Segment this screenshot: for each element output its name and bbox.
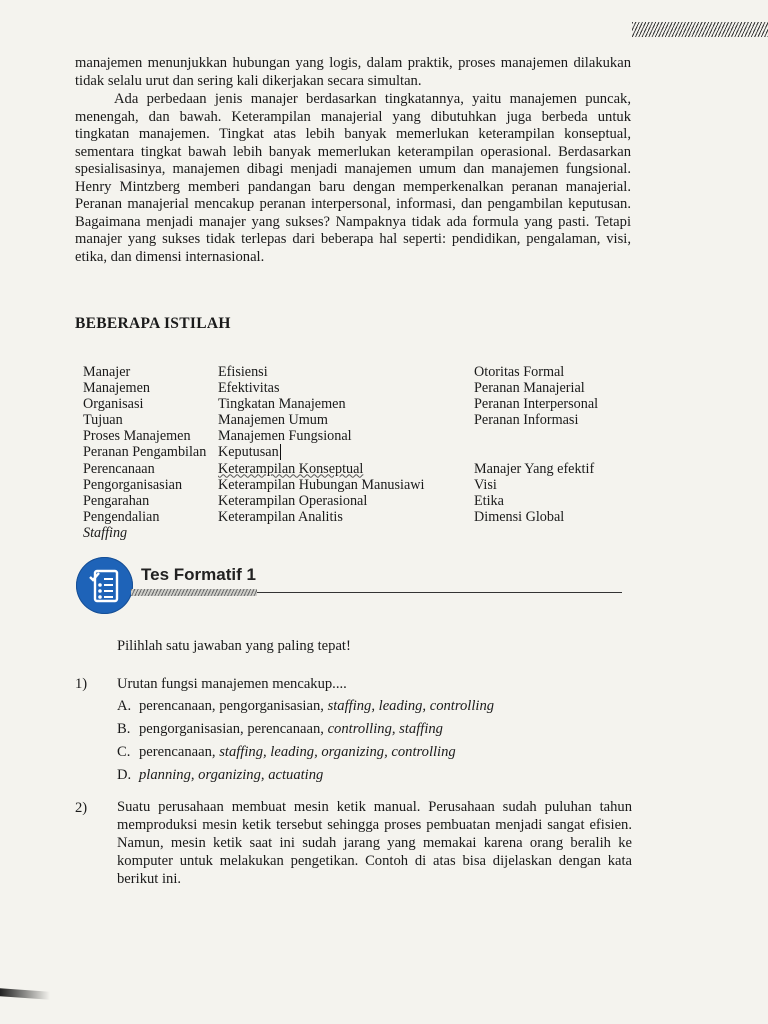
option-label: A. bbox=[117, 698, 132, 714]
term-item: Pengarahan bbox=[83, 492, 150, 509]
term-item: Efisiensi bbox=[218, 364, 268, 380]
term-item: Staffing bbox=[83, 524, 128, 541]
option-1a[interactable] bbox=[117, 698, 494, 715]
scan-edge-shadow bbox=[0, 988, 50, 999]
term-item: Tujuan bbox=[83, 412, 123, 429]
term-item: Keterampilan Hubungan Manusiawi bbox=[218, 476, 425, 493]
term-item: Pengendalian bbox=[83, 508, 160, 525]
option-text-italic: staffing, leading, organizing, controlling bbox=[219, 744, 456, 760]
option-1c[interactable] bbox=[117, 744, 456, 761]
term-item: Efektivitas bbox=[218, 380, 280, 397]
question-1-number: 1) bbox=[75, 676, 88, 692]
term-item: Manajemen Umum bbox=[218, 412, 328, 429]
terms-column-3 bbox=[474, 364, 598, 525]
option-text: perencanaan, pengorganisasian, bbox=[139, 698, 328, 714]
term-item: Manajer bbox=[83, 364, 131, 380]
checklist-icon-glyph bbox=[89, 568, 121, 604]
question-1-text: Urutan fungsi manajemen mencakup.... bbox=[117, 676, 347, 692]
term-item: Visi bbox=[474, 476, 497, 493]
option-text-italic: staffing, leading, controlling bbox=[327, 698, 495, 714]
term-item: Otoritas Formal bbox=[474, 364, 565, 380]
spacer bbox=[474, 444, 598, 460]
term-item bbox=[218, 444, 424, 460]
term-item-text: Keputusan bbox=[218, 444, 279, 461]
term-item: Pengorganisasian bbox=[83, 476, 183, 493]
terms-column-1 bbox=[83, 364, 206, 541]
corner-hatch-decoration bbox=[632, 22, 768, 37]
term-item bbox=[218, 461, 424, 477]
term-item: Peranan Manajerial bbox=[474, 380, 585, 397]
paragraph-intro: manajemen menunjukkan hubungan yang logis, dalam praktik, proses manajemen dilakukan tidak selalu urut dan sering kali dikerjakan secara simultan. bbox=[75, 55, 631, 89]
term-item: Perencanaan bbox=[83, 460, 155, 477]
term-item: Dimensi Global bbox=[474, 508, 565, 525]
test-instruction: Pilihlah satu jawaban yang paling tepat! bbox=[117, 638, 351, 654]
term-item: Keterampilan Analitis bbox=[218, 508, 343, 525]
option-text-italic: controlling, staffing bbox=[327, 721, 443, 737]
term-item: Etika bbox=[474, 492, 504, 509]
term-item: Manajemen bbox=[83, 380, 150, 397]
terms-heading: BEBERAPA ISTILAH bbox=[75, 315, 231, 332]
title-rule-line bbox=[257, 592, 622, 593]
checklist-icon bbox=[76, 557, 133, 614]
term-item: Proses Manajemen bbox=[83, 428, 191, 445]
term-item: Manajemen Fungsional bbox=[218, 428, 352, 445]
question-2-number: 2) bbox=[75, 800, 88, 816]
term-item: Keterampilan Operasional bbox=[218, 492, 368, 509]
term-item-text: Keterampilan Konseptual bbox=[218, 460, 364, 477]
option-label: B. bbox=[117, 721, 131, 737]
option-1d[interactable] bbox=[117, 767, 323, 784]
term-item: Peranan Pengambilan bbox=[83, 444, 207, 461]
term-item: Organisasi bbox=[83, 396, 144, 413]
option-text-italic: planning, organizing, actuating bbox=[139, 767, 324, 783]
terms-column-2 bbox=[218, 364, 424, 525]
option-label: C. bbox=[117, 744, 131, 760]
option-label: D. bbox=[117, 767, 132, 783]
spacer bbox=[474, 428, 598, 444]
title-stripe-decoration bbox=[131, 589, 257, 596]
term-item: Peranan Informasi bbox=[474, 412, 579, 429]
question-2-text: Suatu perusahaan membuat mesin ketik manual. Perusahaan sudah puluhan tahun memproduksi mesin ketik tersebut sehingga proses pembuatan menjadi sangat efisien. Namun, mesin ketik saat ini sudah jarang yang memakai karena orang beralih ke komputer untuk melakukan pengetikan. Contoh di atas bisa dijelaskan dengan kata berikut ini. bbox=[117, 799, 632, 887]
test-title: Tes Formatif 1 bbox=[141, 565, 256, 584]
paragraph-manager-types: Ada perbedaan jenis manajer berdasarkan tingkatannya, yaitu manajemen puncak, menengah, dan bawah. Keterampilan manajerial yang dibutuhkan juga berbeda untuk tingkatan manajemen. Tingkat atas lebih banyak memerlukan keterampilan konseptual, sementara tingkat bawah lebih banyak memerlukan keterampilan operasional. Berdasarkan spesialisasinya, manajemen dibagi menjadi manajemen umum dan manajemen fungsional. Henry Mintzberg memberi pandangan baru dengan memperkenalkan peranan manajerial. Peranan manajerial mencakup peranan interpersonal, informasi, dan pengambilan keputusan. Bagaimana menjadi manajer yang sukses? Nampaknya tidak ada formula yang pasti. Tetapi manajer yang sukses tidak terlepas dari beberapa hal seperti: pendidikan, pengalaman, visi, etika, dan dimensi internasional. bbox=[75, 91, 631, 265]
option-text: pengorganisasian, perencanaan, bbox=[139, 721, 328, 737]
term-item: Manajer Yang efektif bbox=[474, 460, 595, 477]
option-text: perencanaan, bbox=[139, 744, 220, 760]
term-item: Peranan Interpersonal bbox=[474, 396, 599, 413]
term-item: Tingkatan Manajemen bbox=[218, 396, 346, 413]
option-1b[interactable] bbox=[117, 721, 443, 738]
